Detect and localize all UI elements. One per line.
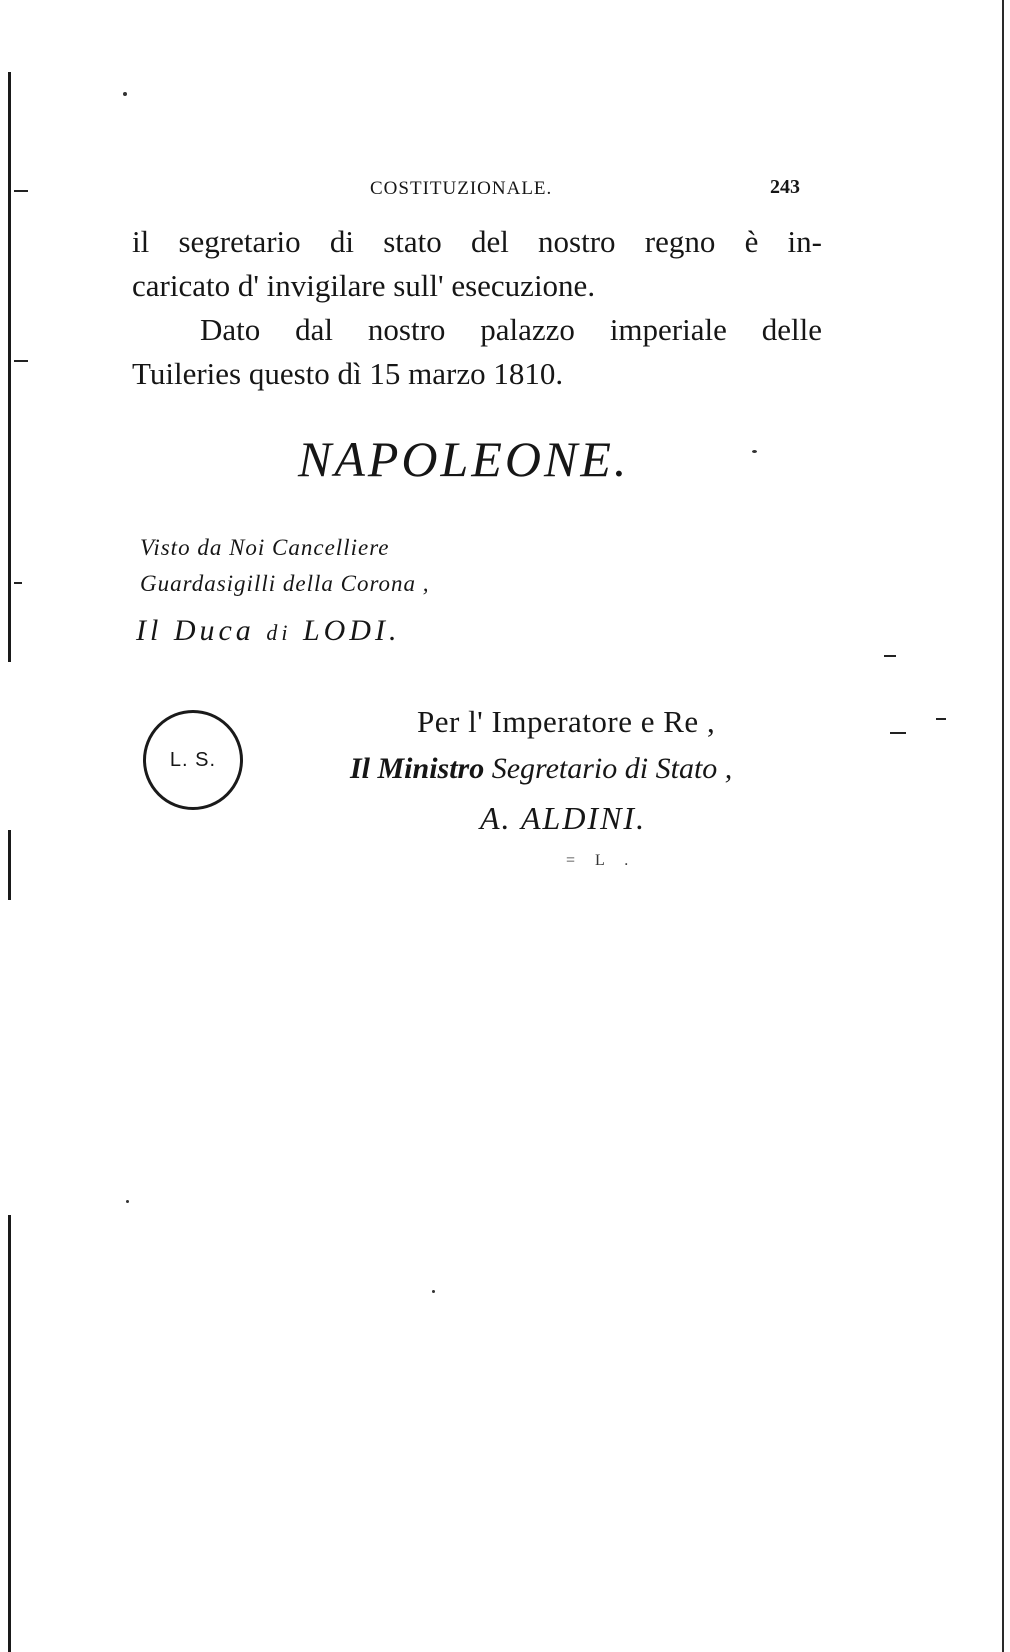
minister-title-bold: Il Ministro bbox=[350, 752, 485, 785]
duke-lodi: LODI. bbox=[302, 614, 401, 647]
scan-tick bbox=[14, 582, 22, 584]
minister-title-rest: Segretario di Stato , bbox=[491, 752, 733, 785]
signature-aldini: A. ALDINI. bbox=[480, 800, 647, 836]
countersign-block bbox=[140, 530, 430, 602]
scan-speck bbox=[752, 450, 757, 453]
scan-tick bbox=[884, 655, 896, 657]
scan-edge-right bbox=[1002, 0, 1004, 1652]
scan-edge-left bbox=[8, 72, 11, 662]
scan-tick bbox=[14, 190, 28, 192]
scan-speck bbox=[432, 1290, 435, 1293]
scan-speck bbox=[126, 1200, 129, 1203]
scan-edge-left-bottom bbox=[8, 1215, 11, 1652]
body-line: caricato d' invigilare sull' esecuzione. bbox=[132, 268, 596, 303]
running-head: COSTITUZIONALE. bbox=[370, 178, 553, 199]
seal-stamp bbox=[143, 710, 243, 810]
printer-marks: = L . bbox=[566, 852, 637, 869]
scan-edge-left-lower bbox=[8, 830, 11, 900]
duke-di-lodi bbox=[136, 614, 400, 648]
body-paragraph bbox=[132, 220, 822, 396]
emperor-line: Per l' Imperatore e Re , bbox=[417, 704, 716, 739]
body-line: Tuileries questo dì 15 marzo 1810. bbox=[132, 356, 564, 391]
scan-speck bbox=[123, 92, 127, 96]
minister-title bbox=[350, 752, 732, 786]
countersign-line: Visto da Noi Cancelliere bbox=[140, 535, 390, 560]
duke-duca: Duca bbox=[173, 614, 255, 647]
scan-tick bbox=[14, 360, 28, 362]
scan-tick bbox=[936, 718, 946, 720]
page-number: 243 bbox=[770, 176, 800, 198]
duke-il: Il bbox=[136, 614, 163, 647]
body-line: Dato dal nostro palazzo imperiale delle bbox=[200, 312, 822, 347]
duke-di: di bbox=[266, 620, 292, 645]
scan-tick bbox=[890, 732, 906, 734]
signature-napoleone: NAPOLEONE. bbox=[298, 431, 630, 487]
body-line: il segretario di stato del nostro regno è in- bbox=[132, 224, 822, 259]
countersign-line: Guardasigilli della Corona , bbox=[140, 571, 430, 596]
seal-text: L. S. bbox=[169, 748, 217, 771]
